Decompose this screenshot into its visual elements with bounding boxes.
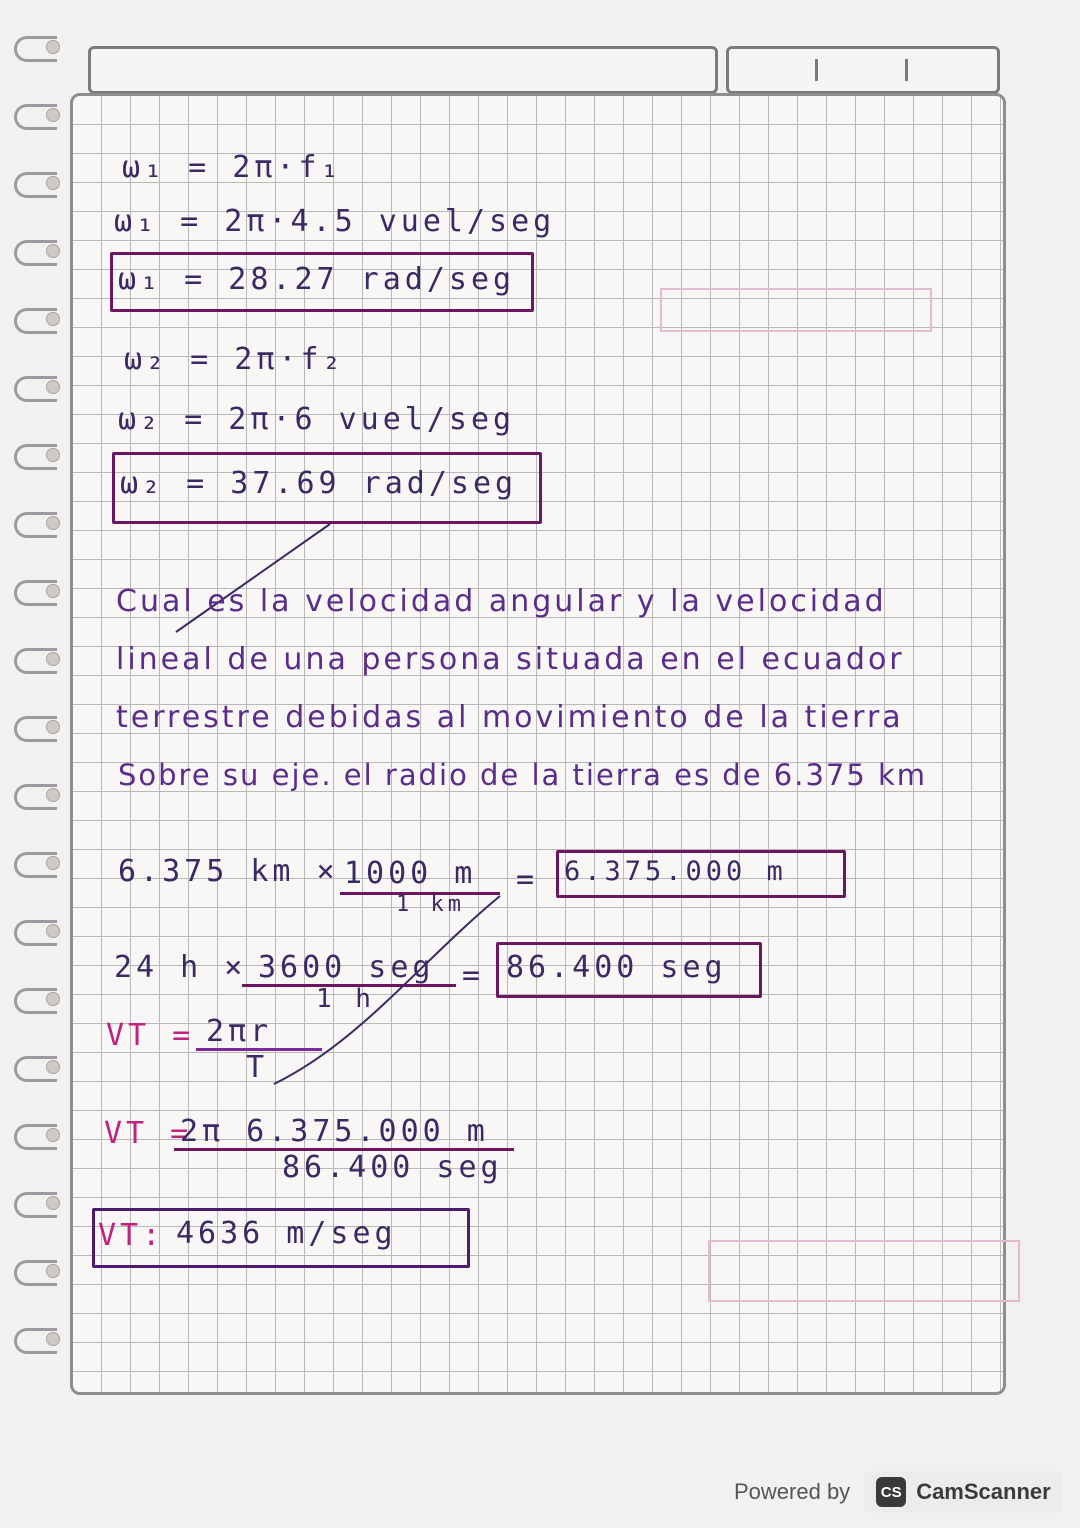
spiral-ring [10,918,62,944]
spiral-ring [10,306,62,332]
w2-formula: ω₂ = 2π·f₂ [124,342,345,377]
camscanner-logo-icon: CS [876,1477,906,1507]
conv1-numerator: 1000 m [344,856,477,891]
vt-result-label: VT: [98,1218,165,1253]
vt-sub-numerator: 2π 6.375.000 m [180,1114,489,1149]
spiral-ring [10,714,62,740]
spiral-ring [10,34,62,60]
spiral-ring [10,578,62,604]
question-line: lineal de una persona situada en el ecuador [116,642,905,677]
spiral-ring [10,510,62,536]
spiral-ring [10,102,62,128]
header-title-box [88,46,718,94]
conv1-equals: = [516,862,539,897]
spiral-ring [10,782,62,808]
w1-formula: ω₁ = 2π·f₁ [122,150,343,185]
spiral-ring [10,850,62,876]
question-line: Cual es la velocidad angular y la velocidad [116,584,887,619]
vt-numerator: 2πr [206,1014,273,1049]
spiral-ring [10,238,62,264]
spiral-binding [0,30,70,1410]
spiral-ring [10,646,62,672]
vt-sub-label: VT = [104,1116,193,1151]
question-line: terrestre debidas al movimiento de la tierra [116,700,904,735]
bleed-through-box [660,288,932,332]
conv2-denominator: 1 h [316,984,375,1014]
conv1-denominator: 1 km [396,892,465,917]
camscanner-brand [864,1471,1063,1513]
w2-substitution: ω₂ = 2π·6 vuel/seg [118,402,516,437]
w1-substitution: ω₁ = 2π·4.5 vuel/seg [114,204,556,239]
conv1-result: 6.375.000 m [564,856,787,887]
conv1-left: 6.375 km × [118,854,339,889]
conv2-equals: = [462,958,485,993]
conv2-result: 86.400 seg [506,950,727,985]
conv2-left: 24 h × [114,950,247,985]
vt-denominator: T [246,1050,269,1085]
vt-label: VT = [106,1018,195,1053]
spiral-ring [10,442,62,468]
pen-stroke [170,520,340,640]
question-line: Sobre su eje. el radio de la tierra es de 6.375 km [118,758,928,792]
spiral-ring [10,1326,62,1352]
vt-result-value: 4636 m/seg [176,1216,397,1251]
spiral-ring [10,986,62,1012]
bleed-through-box [708,1240,1020,1302]
scanner-footer [734,1470,1063,1514]
w1-result: ω₁ = 28.27 rad/seg [118,262,516,297]
spiral-ring [10,1190,62,1216]
spiral-ring [10,1122,62,1148]
w2-result: ω₂ = 37.69 rad/seg [120,466,518,501]
spiral-ring [10,1258,62,1284]
vt-sub-denominator: 86.400 seg [282,1150,503,1185]
camscanner-name: CamScanner [916,1479,1051,1504]
powered-by-text: Powered by [734,1479,851,1504]
spiral-ring [10,1054,62,1080]
header-date-box [726,46,1000,94]
pen-stroke [270,892,510,1092]
conv2-numerator: 3600 seg [258,950,435,985]
spiral-ring [10,170,62,196]
spiral-ring [10,374,62,400]
